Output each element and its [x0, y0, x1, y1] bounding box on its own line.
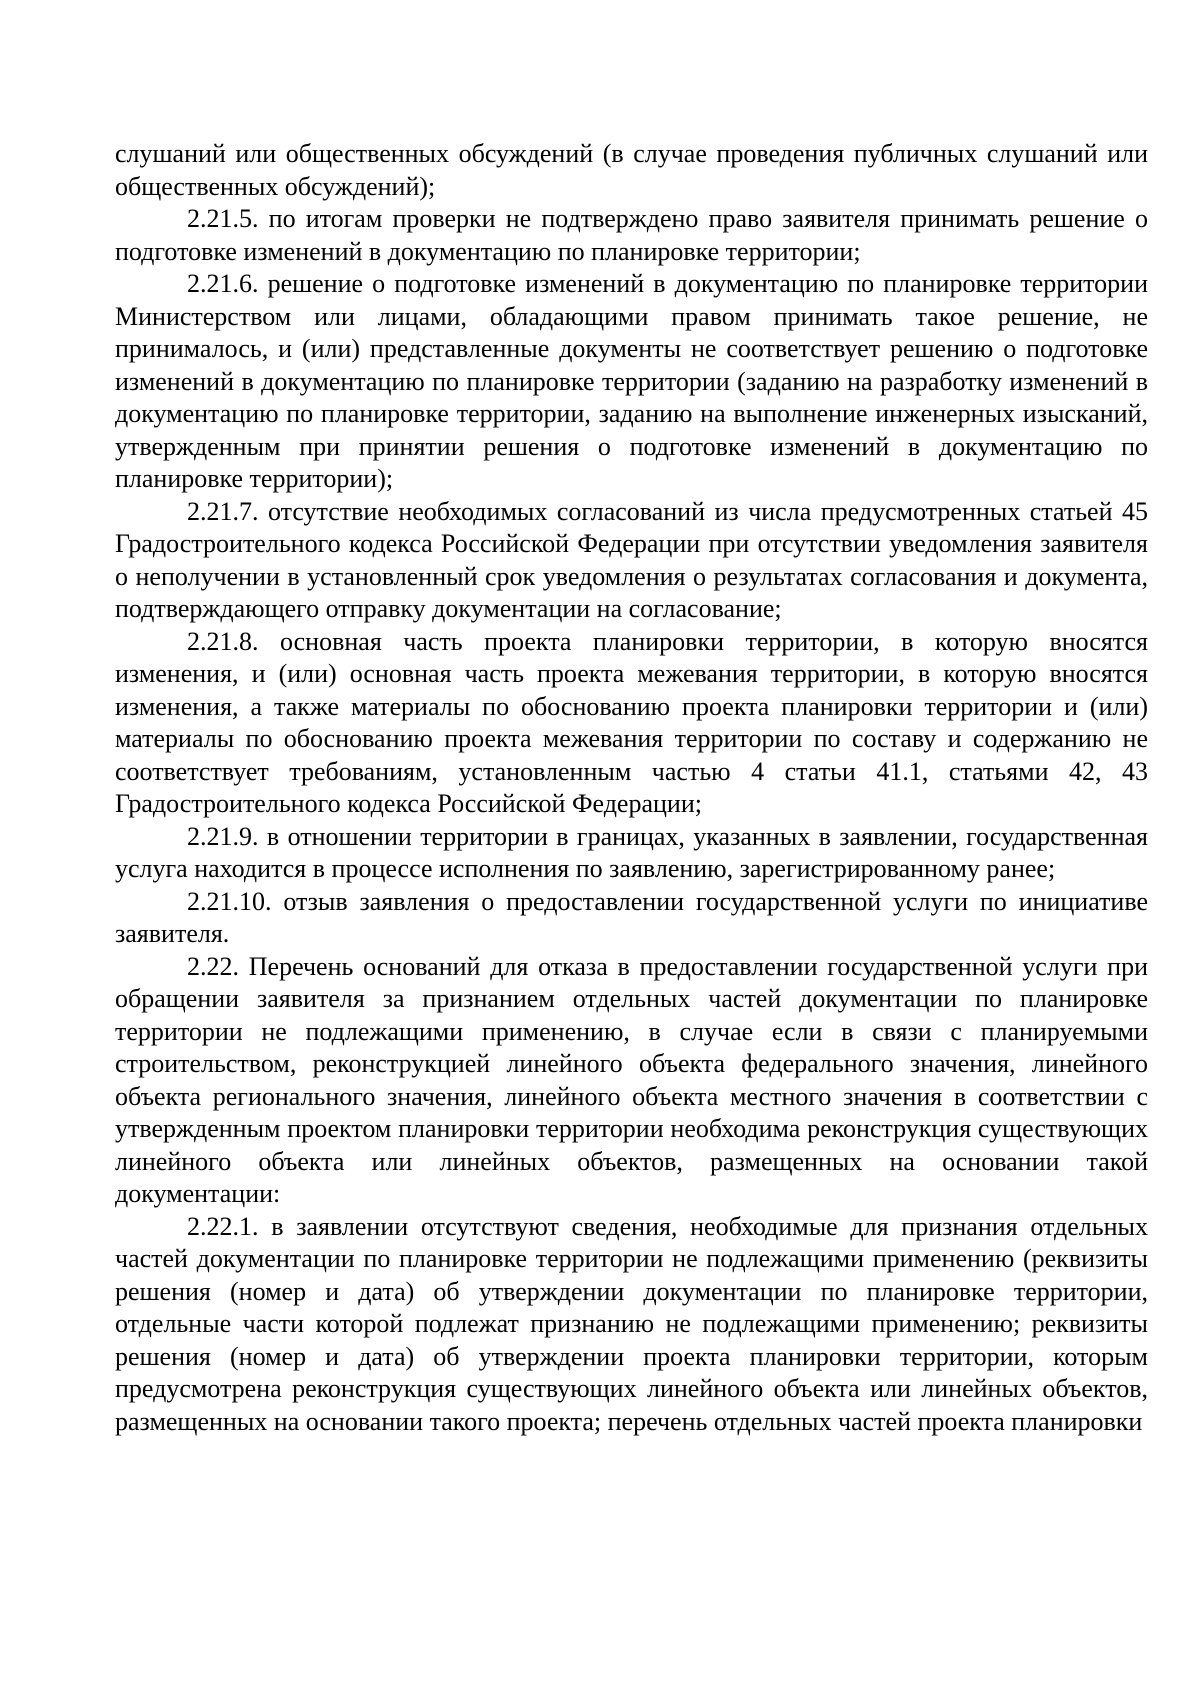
paragraph-2-22-1: 2.22.1. в заявлении отсутствуют сведения, необходимые для признания отдельных частей документации по планировке территории не подлежащими применению (реквизиты решения (номер и дата) об утверждении документации по планировке территории, отдельные части которой подлежат признанию не подлежащими применению; реквизиты решения (номер и дата) об утверждении проекта планировки территории, которым предусмотрена реконструкция существующих линейного объекта или линейных объектов, размещенных на основании такого проекта; перечень отдельных частей проекта планировки — [115, 1211, 1148, 1436]
paragraph-2-21-5: 2.21.5. по итогам проверки не подтверждено право заявителя принимать решение о подготовке изменений в документацию по планировке территории; — [115, 204, 1148, 266]
paragraph-2-21-10: 2.21.10. отзыв заявления о предоставлении государственной услуги по инициативе заявителя. — [115, 886, 1148, 948]
paragraph-2-22: 2.22. Перечень оснований для отказа в предоставлении государственной услуги при обращении заявителя за признанием отдельных частей документации по планировке территории не подлежащими применению, в случае если в связи с планируемыми строительством, реконструкцией линейного объекта федерального значения, линейного объекта регионального значения, линейного объекта местного значения в соответствии с утвержденным проектом планировки территории необходима реконструкция существующих линейного объекта или линейных объектов, размещенных на основании такой документации: — [115, 951, 1148, 1208]
paragraph-2-21-7: 2.21.7. отсутствие необходимых согласований из числа предусмотренных статьей 45 Градостроительного кодекса Российской Федерации при отсутствии уведомления заявителя о неполучении в установленный срок уведомления о результатах согласования и документа, подтверждающего отправку документации на согласование; — [115, 496, 1148, 623]
paragraph-2-21-9: 2.21.9. в отношении территории в границах, указанных в заявлении, государственная услуга находится в процессе исполнения по заявлению, зарегистрированному ранее; — [115, 821, 1148, 883]
paragraph-2-21-8: 2.21.8. основная часть проекта планировки территории, в которую вносятся изменения, и (или) основная часть проекта межевания территории, в которую вносятся изменения, а также материалы по обоснованию проекта планировки территории и (или) материалы по обоснованию проекта межевания территории по составу и содержанию не соответствует требованиям, установленным частью 4 статьи 41.1, статьями 42, 43 Градостроительного кодекса Российской Федерации; — [115, 626, 1148, 818]
document-page — [115, 138, 1148, 1438]
paragraph-continuation: слушаний или общественных обсуждений (в случае проведения публичных слушаний или общественных обсуждений); — [115, 139, 1148, 201]
paragraph-2-21-6: 2.21.6. решение о подготовке изменений в документацию по планировке территории Министерством или лицами, обладающими правом принимать такое решение, не принималось, и (или) представленные документы не соответствует решению о подготовке изменений в документацию по планировке территории (заданию на разработку изменений в документацию по планировке территории, заданию на выполнение инженерных изысканий, утвержденным при принятии решения о подготовке изменений в документацию по планировке территории); — [115, 269, 1148, 493]
